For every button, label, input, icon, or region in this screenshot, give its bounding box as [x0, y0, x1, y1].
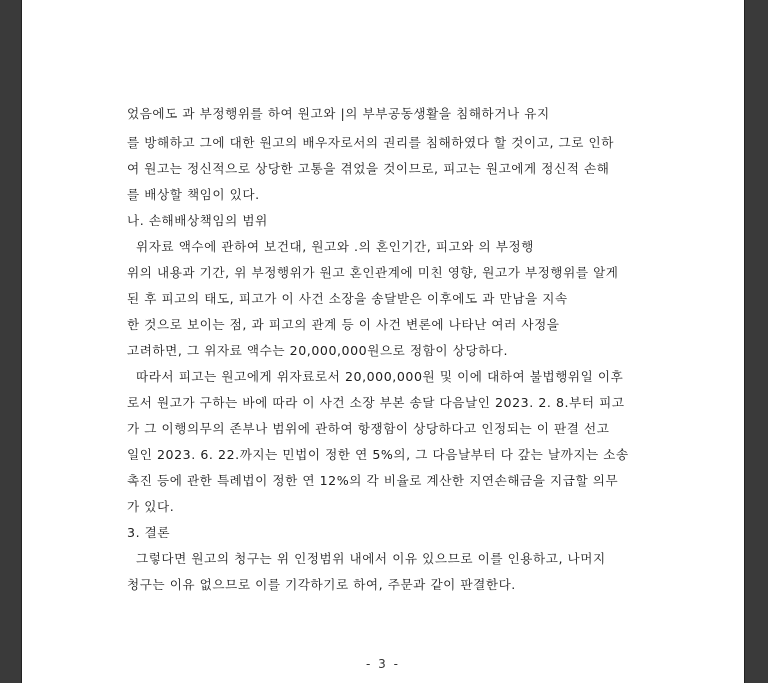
text-line: 가 그 이행의무의 존부나 범위에 관하여 항쟁함이 상당하다고 인정되는 이 판결 선고	[127, 421, 610, 436]
text-line: 로서 원고가 구하는 바에 따라 이 사건 소장 부본 송달 다음날인 2023. 2. 8.부터 피고	[127, 395, 625, 410]
document-page	[22, 0, 744, 683]
text-line: 그렇다면 원고의 청구는 위 인정범위 내에서 이유 있으므로 이를 인용하고, 나머지	[136, 551, 606, 566]
text-line: 한 것으로 보이는 점, 과 피고의 관계 등 이 사건 변론에 나타난 여러 사정을	[127, 317, 560, 332]
text-line: 일인 2023. 6. 22.까지는 민법이 정한 연 5%의, 그 다음날부터 다 갚는 날까지는 소송	[127, 447, 629, 462]
section-heading: 나. 손해배상책임의 범위	[127, 213, 268, 228]
text-line: 여 원고는 정신적으로 상당한 고통을 겪었을 것이므로, 피고는 원고에게 정신적 손해	[127, 161, 610, 176]
text-line: 고려하면, 그 위자료 액수는 20,000,000원으로 정함이 상당하다.	[127, 343, 509, 358]
text-line: 위자료 액수에 관하여 보건대, 원고와 .의 혼인기간, 피고와 의 부정행	[136, 239, 534, 254]
text-line: 따라서 피고는 원고에게 위자료로서 20,000,000원 및 이에 대하여 불법행위일 이후	[136, 369, 624, 384]
text-line: 위의 내용과 기간, 위 부정행위가 원고 혼인관계에 미친 영향, 원고가 부정행위를 알게	[127, 265, 619, 280]
section-heading: 3. 결론	[127, 525, 171, 540]
page-number: - 3 -	[366, 657, 400, 671]
text-line: 촉진 등에 관한 특례법이 정한 연 12%의 각 비율로 계산한 지연손해금을 지급할 의무	[127, 473, 619, 488]
text-line: 가 있다.	[127, 499, 175, 514]
text-line: 청구는 이유 없으므로 이를 기각하기로 하여, 주문과 같이 판결한다.	[127, 577, 516, 592]
text-line: 었음에도 과 부정행위를 하여 원고와 |의 부부공동생활을 침해하거나 유지	[127, 106, 550, 121]
text-line: 된 후 피고의 태도, 피고가 이 사건 소장을 송달받은 이후에도 과 만남을 지속	[127, 291, 568, 306]
text-line: 를 배상할 책임이 있다.	[127, 187, 260, 202]
text-line: 를 방해하고 그에 대한 원고의 배우자로서의 권리를 침해하였다 할 것이고, 그로 인하	[127, 135, 614, 150]
